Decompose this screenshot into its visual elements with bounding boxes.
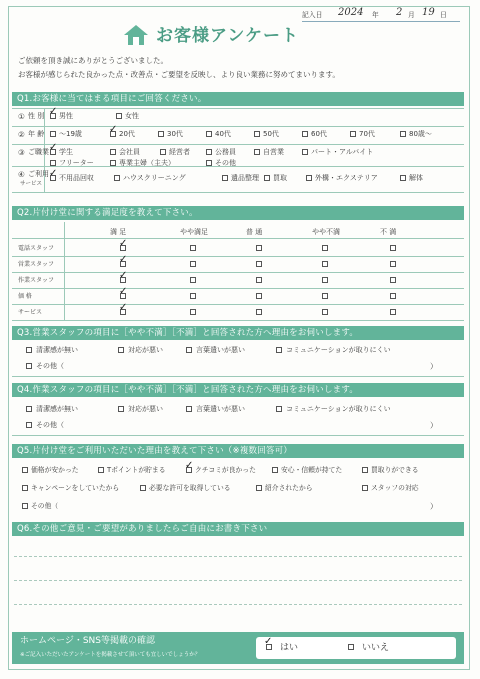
option-label: 女性 [125,112,139,120]
date-month: 2 [396,7,403,18]
option-label: 解体 [409,174,423,182]
check-mark-icon: ✓ [109,124,118,135]
checkbox[interactable] [390,293,396,299]
checkbox[interactable] [350,131,356,137]
check-mark-icon: ✓ [119,270,128,281]
intro-line-2: お客様が感じられた良かった点・改善点・ご要望を反映し、より良い業務に努めてまいります。 [18,70,340,79]
checkbox[interactable] [22,503,28,509]
column-header: 普 通 [246,228,263,236]
paren-close: ） [430,421,438,430]
checkbox[interactable] [256,309,262,315]
option-label: 会社員 [119,148,140,156]
option-label: 安心・信頼が持てた [281,466,343,474]
checkbox[interactable] [254,149,260,155]
option-label: ～19歳 [59,130,82,138]
checkbox[interactable] [272,467,278,473]
option-label: ハウスクリーニング [123,174,186,182]
intro-line-1: ご依頼を頂き誠にありがとうございました。 [18,56,168,65]
row-label: 作業スタッフ [18,277,55,284]
row-sublabel: サービス [20,181,43,187]
checkbox[interactable] [322,245,328,251]
footer-title: ホームページ・SNS等掲載の確認 [20,636,155,646]
option-label: 公務員 [215,148,236,156]
checkbox[interactable] [26,406,32,412]
checkbox[interactable] [322,261,328,267]
footer-note: ※ご記入いただいたアンケートを掲載させて頂いても宜しいでしょうか？ [20,652,201,658]
option-label: 言葉遣いが悪い [196,405,245,413]
checkbox[interactable] [22,485,28,491]
checkbox[interactable] [26,347,32,353]
checkbox[interactable] [400,175,406,181]
column-header: 不 満 [380,228,397,236]
date-month-char: 月 [408,11,415,19]
no-label: いいえ [362,643,390,653]
check-mark-icon: ✓ [49,142,58,153]
option-label: その他（ [31,502,59,510]
row-number: ① [18,112,25,121]
date-year-char: 年 [372,11,379,19]
column-header: やや不満 [312,228,340,236]
option-label: 紹介されたから [265,484,313,492]
checkbox[interactable] [390,261,396,267]
checkbox[interactable] [254,131,260,137]
checkbox[interactable] [186,406,192,412]
option-label: 60代 [311,130,327,138]
option-label: 言葉遣いが悪い [196,346,245,354]
check-mark-icon: ✓ [119,254,128,265]
checkbox[interactable] [322,293,328,299]
comment-line [14,604,462,605]
checkbox[interactable] [256,245,262,251]
check-mark-icon: ✓ [264,636,273,647]
option-label: その他（ [36,421,64,429]
no-checkbox[interactable] [348,644,354,650]
yes-label: はい [280,643,299,653]
checkbox[interactable] [140,485,146,491]
checkbox[interactable] [186,347,192,353]
option-label: 外構・エクステリア [315,174,378,182]
divider [12,238,464,239]
check-mark-icon: ✓ [49,168,58,179]
check-mark-icon: ✓ [119,302,128,313]
date-underline [302,21,460,22]
row-number: ② [18,130,25,139]
column-header: やや満足 [180,228,208,236]
checkbox[interactable] [114,175,120,181]
divider [12,435,464,436]
comment-line [14,556,462,557]
row-label: サービス [18,309,43,316]
option-label: フリーター [59,159,94,167]
checkbox[interactable] [118,406,124,412]
divider [12,108,464,109]
option-label: 価格が安かった [31,466,79,474]
option-label: 清潔感が無い [36,346,78,354]
q4-heading: Q4.作業スタッフの項目に［やや不満］［不満］と回答された方へ理由をお伺いします。 [12,383,464,397]
option-label: 学生 [59,148,73,156]
checkbox[interactable] [160,149,166,155]
checkbox[interactable] [190,277,196,283]
option-label: 50代 [263,130,279,138]
option-label: 必要な許可を取得している [149,484,231,492]
check-mark-icon: ✓ [119,238,128,249]
option-label: スタッフの対応 [371,484,419,492]
checkbox[interactable] [190,309,196,315]
checkbox[interactable] [206,131,212,137]
house-icon [123,24,149,46]
checkbox[interactable] [276,347,282,353]
checkbox[interactable] [110,149,116,155]
column-header: 満 足 [110,228,127,236]
option-label: キャンペーンをしていたから [31,484,120,492]
option-label: 対応が悪い [128,346,163,354]
q6-heading: Q6.その他ご意見・ご要望がありましたらご自由にお書き下さい [12,522,464,536]
page-title: お客様アンケート [156,26,299,46]
check-mark-icon: ✓ [49,106,58,117]
option-label: コミュニケーションが取りにくい [286,346,391,354]
checkbox[interactable] [390,277,396,283]
checkbox[interactable] [26,363,32,369]
option-label: 80歳～ [409,130,432,138]
option-label: その他 [215,159,236,167]
option-label: 自営業 [263,148,284,156]
paren-close: ） [430,362,438,371]
date-stamp-label: 記入日 [302,11,323,19]
divider [64,222,65,320]
checkbox[interactable] [206,160,212,166]
checkbox[interactable] [222,175,228,181]
checkbox[interactable] [362,485,368,491]
check-mark-icon: ✓ [119,286,128,297]
option-label: Tポイントが貯まる [107,466,166,474]
checkbox[interactable] [302,131,308,137]
option-label: パート・アルバイト [311,148,374,156]
row-label: ご利用 [28,170,49,178]
checkbox[interactable] [50,131,56,137]
divider [12,192,464,193]
option-label: その他（ [36,362,64,370]
option-label: 40代 [215,130,231,138]
option-label: 遺品整理 [231,174,259,182]
option-label: 買取 [273,174,287,182]
checkbox[interactable] [158,131,164,137]
q3-heading: Q3.営業スタッフの項目に［やや不満］［不満］と回答された方へ理由をお伺いします。 [12,326,464,340]
checkbox[interactable] [190,293,196,299]
divider [12,272,464,273]
checkbox[interactable] [306,175,312,181]
checkbox[interactable] [118,347,124,353]
date-day-char: 日 [440,11,447,19]
option-label: 専業主婦（主夫） [119,159,175,167]
checkbox[interactable] [362,467,368,473]
checkbox[interactable] [256,293,262,299]
option-label: 70代 [359,130,375,138]
option-label: 不用品回収 [59,174,94,182]
option-label: 経営者 [169,148,190,156]
row-label: ご職業 [28,148,49,156]
date-day: 19 [422,7,435,18]
row-label: 価 格 [18,293,32,300]
divider [12,288,464,289]
divider [12,320,464,321]
checkbox[interactable] [206,149,212,155]
comment-line [14,580,462,581]
row-label: 営業スタッフ [18,261,55,268]
checkbox[interactable] [190,245,196,251]
option-label: コミュニケーションが取りにくい [286,405,391,413]
divider [12,126,464,127]
checkbox[interactable] [116,113,122,119]
divider [12,376,464,377]
option-label: 対応が悪い [128,405,163,413]
checkbox[interactable] [98,467,104,473]
row-label: 年 齢 [28,130,45,138]
checkbox[interactable] [400,131,406,137]
row-number: ④ [18,170,25,179]
option-label: 20代 [119,130,135,138]
option-label: 30代 [167,130,183,138]
checkbox[interactable] [256,485,262,491]
checkbox[interactable] [110,160,116,166]
checkbox[interactable] [26,422,32,428]
row-label: 電話スタッフ [18,245,55,252]
row-number: ③ [18,148,25,157]
checkbox[interactable] [302,149,308,155]
q5-heading: Q5.片付け堂をご利用いただいた理由を教えて下さい（※複数回答可） [12,444,464,458]
q2-heading: Q2.片付け堂に関する満足度を教えて下さい。 [12,206,464,220]
checkbox[interactable] [256,277,262,283]
option-label: 清潔感が無い [36,405,78,413]
date-year: 2024 [338,7,364,18]
divider [12,304,464,305]
option-label: 男性 [59,112,73,120]
checkbox[interactable] [322,277,328,283]
checkbox[interactable] [22,467,28,473]
option-label: 買取りができる [371,466,419,474]
option-label: クチコミが良かった [195,466,256,474]
paren-close: ） [430,502,438,511]
divider [12,144,464,145]
checkbox[interactable] [390,309,396,315]
checkbox[interactable] [322,309,328,315]
checkbox[interactable] [190,261,196,267]
check-mark-icon: ✓ [185,460,194,471]
checkbox[interactable] [264,175,270,181]
checkbox[interactable] [390,245,396,251]
q1-heading: Q1.お客様に当てはまる項目にご回答ください。 [12,92,464,106]
checkbox[interactable] [256,261,262,267]
checkbox[interactable] [276,406,282,412]
divider [12,256,464,257]
checkbox[interactable] [50,160,56,166]
row-label: 性 別 [28,112,45,120]
